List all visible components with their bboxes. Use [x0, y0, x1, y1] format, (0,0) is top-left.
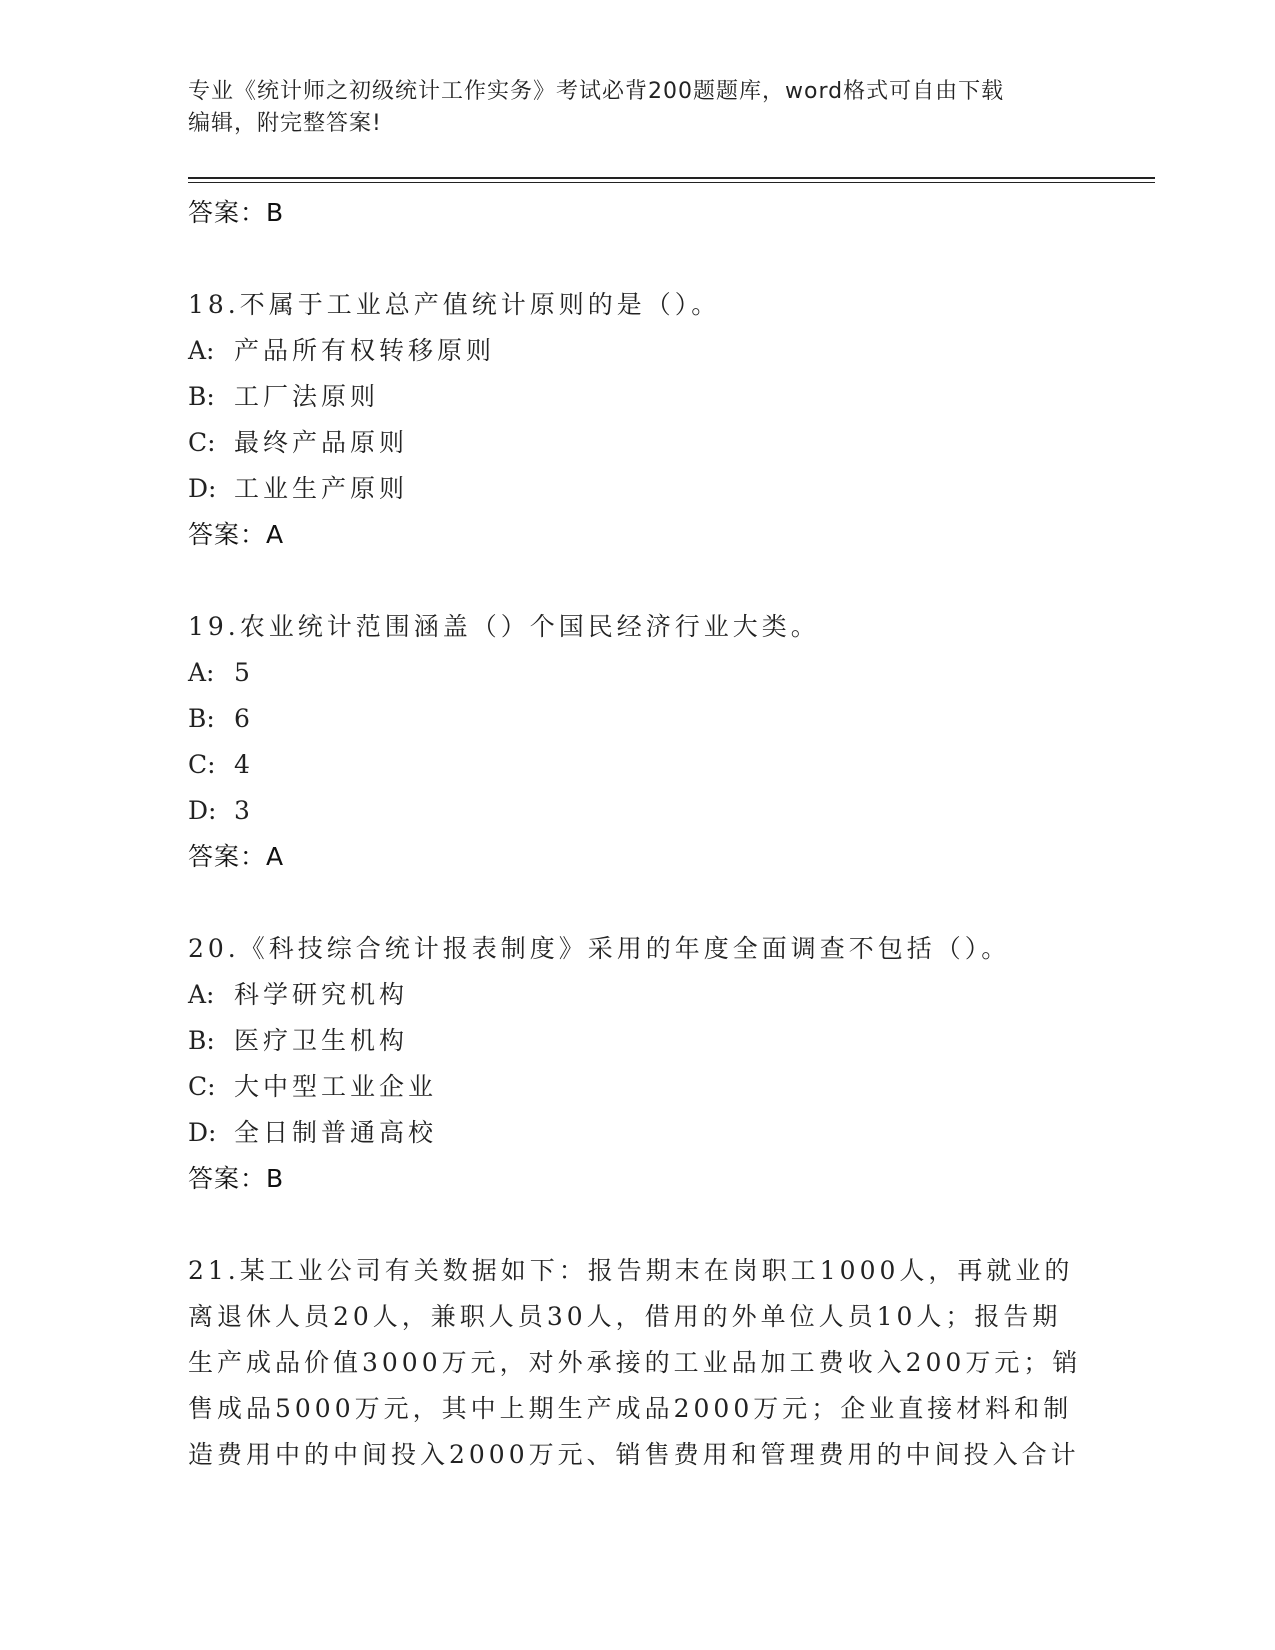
- option-a: [188, 328, 1088, 374]
- option-text: 工厂法原则: [234, 382, 380, 411]
- option-letter: D:: [188, 474, 217, 503]
- option-text: 全日制普通高校: [234, 1118, 438, 1147]
- question-stem: 18.不属于工业总产值统计原则的是（）。: [188, 290, 721, 319]
- answer-line: 答案：A: [188, 842, 285, 871]
- option-letter: A:: [188, 980, 215, 1009]
- option-c: [188, 420, 1088, 466]
- question-21: [188, 1248, 1088, 1478]
- option-letter: B:: [188, 704, 215, 733]
- option-a: [188, 972, 1088, 1018]
- question-stem: 19.农业统计范围涵盖（）个国民经济行业大类。: [188, 612, 820, 641]
- option-b: [188, 1018, 1088, 1064]
- document-header: [188, 76, 1088, 140]
- answer-line: 答案：B: [188, 1164, 285, 1193]
- option-d: [188, 466, 1088, 512]
- header-line-2: 编辑，附完整答案!: [188, 111, 382, 136]
- question-19: [188, 604, 1088, 880]
- question-stem-line: 21.某工业公司有关数据如下：报告期末在岗职工1000人，再就业的: [188, 1256, 1074, 1285]
- option-b: [188, 374, 1088, 420]
- option-c: [188, 742, 1088, 788]
- option-text: 大中型工业企业: [234, 1072, 438, 1101]
- question-stem-line: 离退休人员20人，兼职人员30人，借用的外单位人员10人；报告期: [188, 1302, 1062, 1331]
- option-text: 最终产品原则: [234, 428, 409, 457]
- option-letter: D:: [188, 796, 217, 825]
- option-text: 医疗卫生机构: [234, 1026, 409, 1055]
- question-20: [188, 926, 1088, 1202]
- option-a: [188, 650, 1088, 696]
- answer-line: 答案：A: [188, 520, 285, 549]
- question-list: [188, 190, 1088, 1478]
- option-d: [188, 788, 1088, 834]
- option-letter: C:: [188, 750, 216, 779]
- header-divider-thick: [188, 177, 1155, 179]
- option-b: [188, 696, 1088, 742]
- option-text: 3: [234, 796, 254, 825]
- option-text: 4: [234, 750, 254, 779]
- option-letter: B:: [188, 1026, 215, 1055]
- header-line-1: 专业《统计师之初级统计工作实务》考试必背200题题库，word格式可自由下载: [188, 79, 1005, 104]
- option-text: 6: [234, 704, 254, 733]
- question-stem-line: 售成品5000万元，其中上期生产成品2000万元；企业直接材料和制: [188, 1394, 1073, 1423]
- option-text: 产品所有权转移原则: [234, 336, 496, 365]
- previous-answer: 答案：B: [188, 198, 285, 227]
- option-letter: B:: [188, 382, 215, 411]
- question-stem: 20.《科技综合统计报表制度》采用的年度全面调查不包括（）。: [188, 934, 1011, 963]
- option-text: 工业生产原则: [234, 474, 409, 503]
- option-text: 5: [234, 658, 254, 687]
- question-18: [188, 282, 1088, 558]
- question-stem-line: 生产成品价值3000万元，对外承接的工业品加工费收入200万元；销: [188, 1348, 1082, 1377]
- option-letter: A:: [188, 658, 215, 687]
- option-d: [188, 1110, 1088, 1156]
- option-text: 科学研究机构: [234, 980, 409, 1009]
- option-letter: A:: [188, 336, 215, 365]
- option-c: [188, 1064, 1088, 1110]
- option-letter: C:: [188, 1072, 216, 1101]
- option-letter: D:: [188, 1118, 217, 1147]
- option-letter: C:: [188, 428, 216, 457]
- question-stem-line: 造费用中的中间投入2000万元、销售费用和管理费用的中间投入合计: [188, 1440, 1080, 1469]
- header-divider-thin: [188, 182, 1155, 183]
